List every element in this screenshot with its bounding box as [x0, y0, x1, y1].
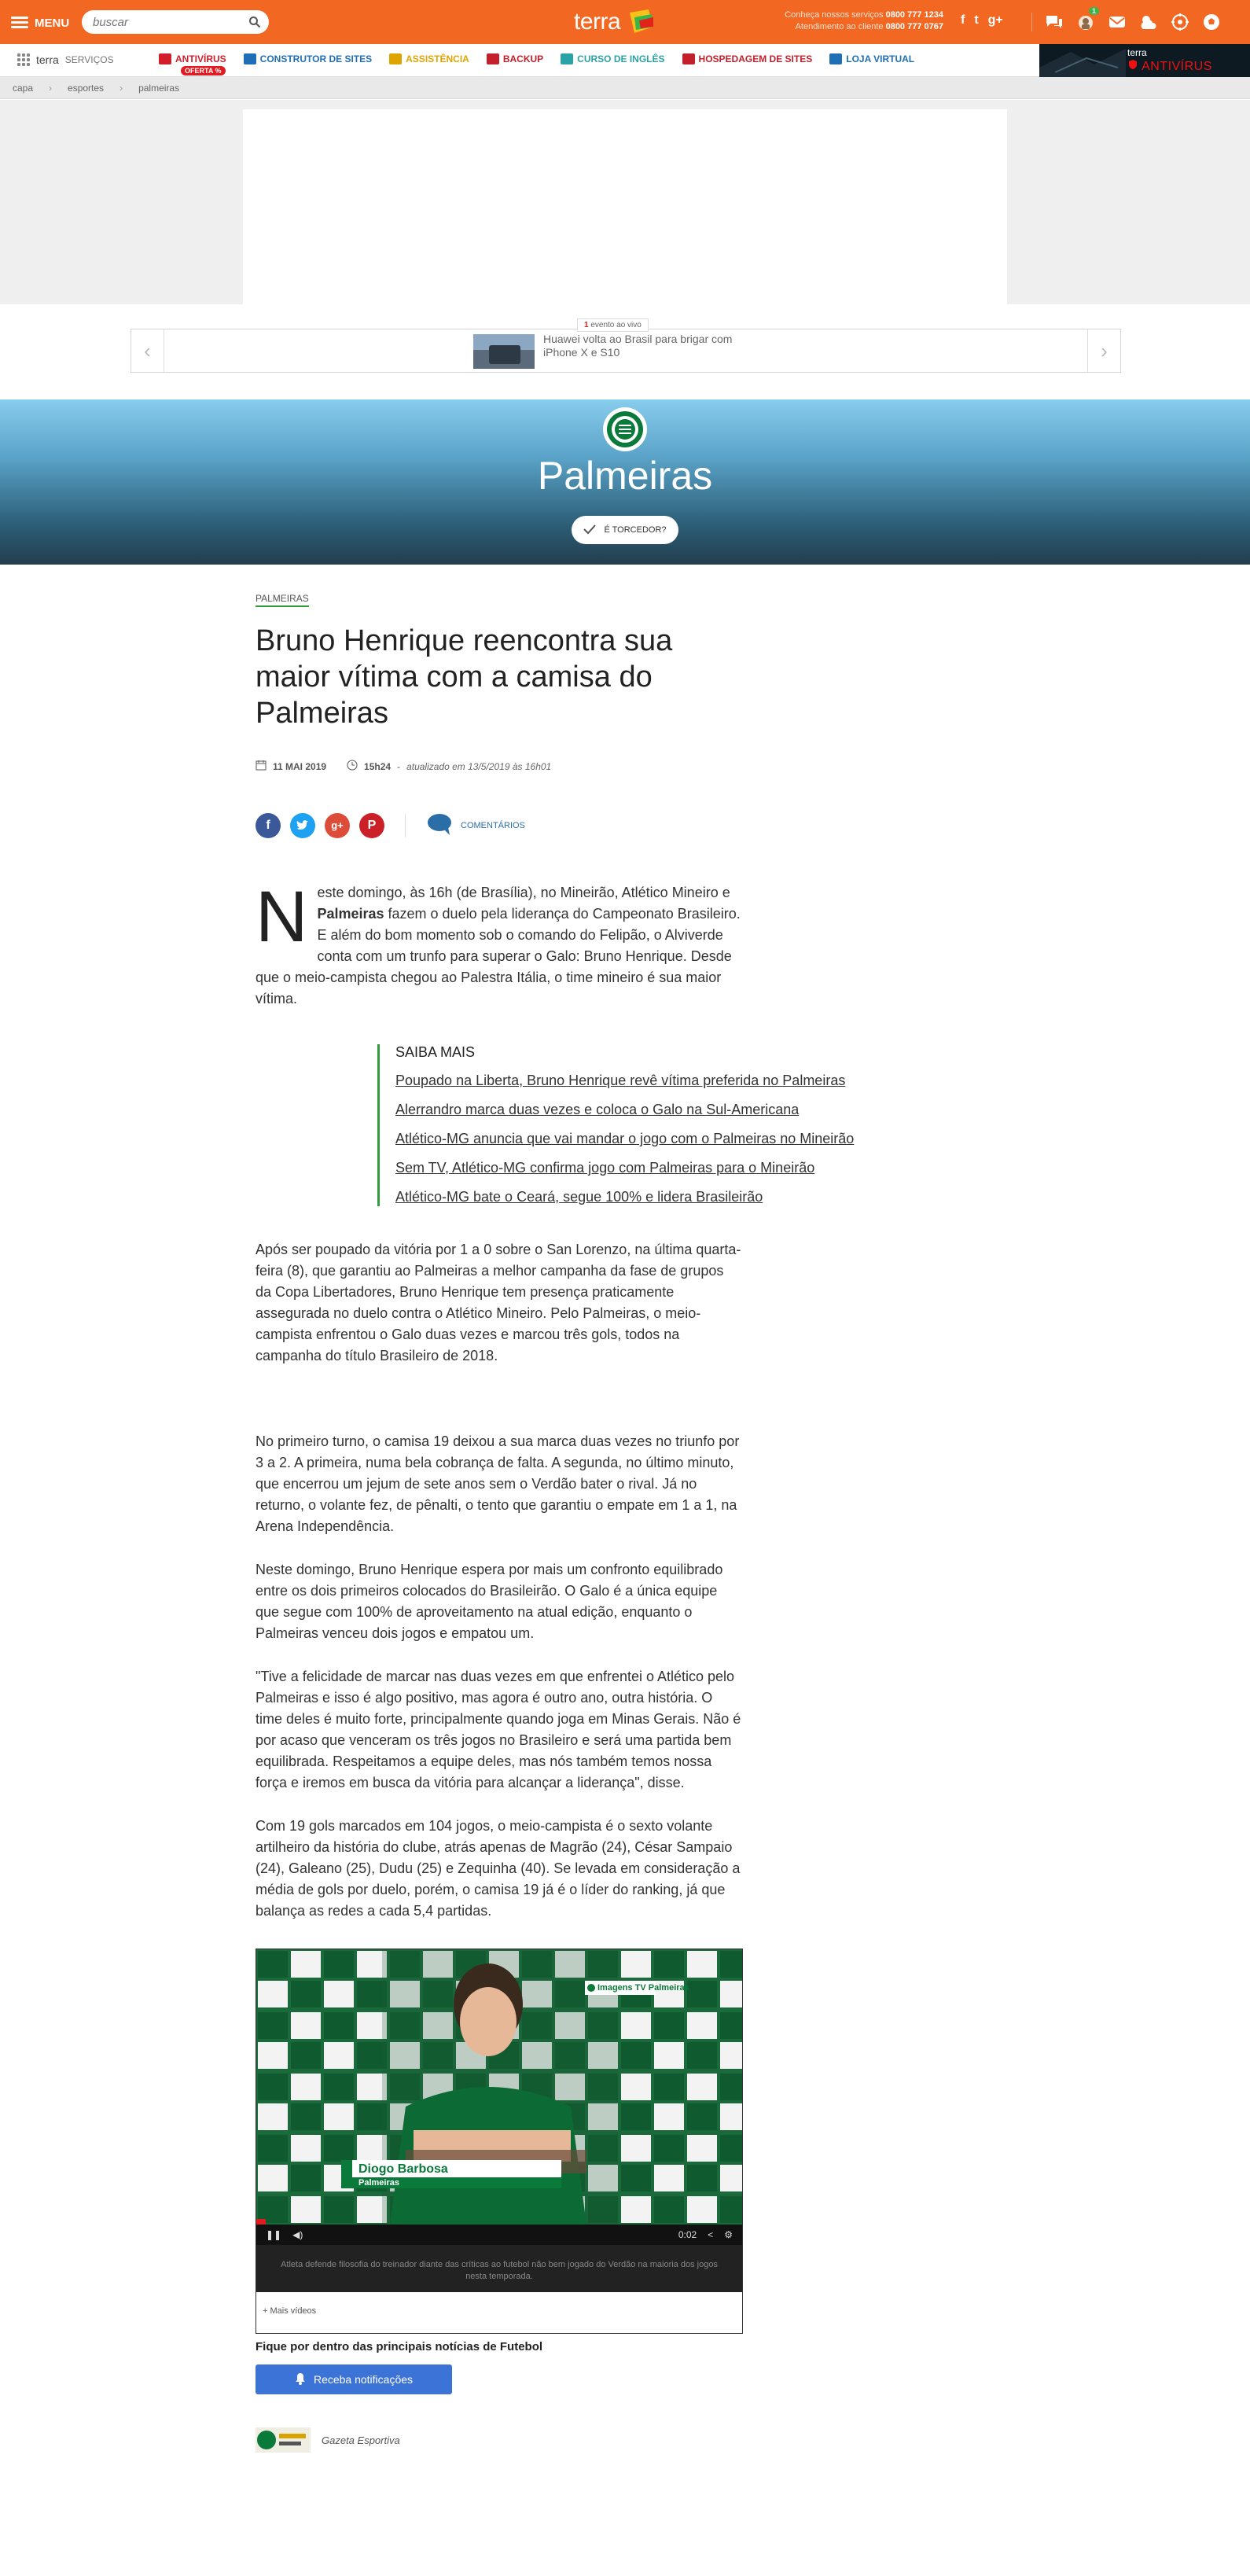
top-bar — [0, 0, 1250, 44]
mail-icon[interactable] — [1105, 10, 1129, 34]
service-icon — [389, 53, 402, 64]
live-events-badge[interactable] — [577, 318, 649, 332]
chevron-right-icon: › — [1101, 338, 1108, 362]
services-brand: terra — [36, 53, 59, 66]
more-videos-link[interactable]: + Mais vídeos — [256, 2292, 742, 2333]
service-label: ASSISTÊNCIA — [406, 53, 469, 64]
chat-icon[interactable] — [1042, 10, 1066, 34]
menu-button[interactable] — [11, 13, 69, 33]
volume-icon[interactable]: ◀︎) — [292, 2229, 303, 2240]
service-item[interactable] — [487, 53, 543, 64]
services-subtitle: SERVIÇOS — [64, 54, 114, 65]
social-links — [961, 13, 1003, 28]
terra-logo[interactable] — [574, 5, 656, 39]
settings-icon[interactable]: ⚙ — [724, 2229, 733, 2240]
carousel-headline[interactable]: Huawei volta ao Brasil para brigar com iPhone X e S10 — [543, 333, 733, 359]
live-label: evento ao vivo — [590, 321, 642, 329]
service-icon — [561, 53, 573, 64]
notify-title: Fique por dentro das principais notícias de Futebol — [256, 2340, 543, 2353]
drop-cap: N — [256, 877, 308, 957]
comments-label: COMENTÁRIOS — [461, 820, 525, 830]
contact-number-2[interactable]: 0800 777 0767 — [885, 22, 943, 31]
saiba-mais-title: SAIBA MAIS — [395, 1044, 476, 1060]
logo-text: terra — [574, 9, 621, 35]
lower-third-name: Diogo Barbosa — [358, 2162, 448, 2176]
chevron-left-icon: ‹ — [144, 338, 151, 362]
bell-icon — [295, 2372, 306, 2387]
lower-third-team: Palmeiras — [358, 2178, 399, 2188]
video-player — [256, 1949, 743, 2334]
services-title[interactable] — [17, 53, 114, 66]
contact-label-1: Conheça nossos serviços — [785, 10, 884, 20]
weather-icon[interactable] — [1137, 10, 1160, 34]
share-facebook-icon[interactable]: f — [256, 813, 281, 838]
news-carousel — [131, 321, 1121, 373]
article-kicker[interactable]: PALMEIRAS — [256, 593, 309, 607]
google-plus-icon[interactable]: g+ — [987, 13, 1003, 27]
team-hero — [0, 399, 1250, 565]
notification-count: 1 — [1089, 7, 1099, 15]
twitter-icon[interactable]: t — [974, 13, 979, 27]
calendar-icon — [256, 760, 267, 773]
share-bar — [256, 812, 743, 838]
service-icon — [244, 53, 256, 64]
share-divider — [405, 814, 406, 837]
article-paragraph: Com 19 gols marcados em 104 jogos, o meio-campista é o sexto volante artilheiro da história do clube, atrás apenas de Magrão (24), César Sampaio (24), Galeano (25), Dudu (25) e Zequinha (40). Se levada em consideração a média de gols por duelo, porém, o camisa 19 já é o líder do ranking, já que balança as redes a cada 5,4 partidas. — [256, 1818, 741, 1919]
service-icon — [829, 53, 842, 64]
saiba-mais-box — [377, 1044, 865, 1206]
article-paragraph: Após ser poupado da vitória por 1 a 0 sobre o San Lorenzo, na última quarta-feira (8), que garantiu ao Palmeiras a melhor campanha da fase de grupos da Copa Libertadores, Bruno Henrique tem presença praticamente assegurada no duelo contra o Atlético Mineiro. Pelo Palmeiras, o meio-campista enfrentou o Galo duas vezes e marcou três gols, todos na campanha do título Brasileiro de 2018. — [256, 1242, 741, 1363]
service-item[interactable] — [829, 53, 914, 64]
contact-number-1[interactable]: 0800 777 1234 — [885, 10, 943, 20]
share-google-plus-icon[interactable]: g+ — [325, 813, 350, 838]
article-time: 15h24 — [364, 760, 392, 772]
offer-badge: OFERTA % — [181, 66, 226, 75]
related-link[interactable]: Atlético-MG bate o Ceará, segue 100% e lidera Brasileirão — [395, 1189, 763, 1205]
article-paragraph: "Tive a felicidade de marcar nas duas vezes em que enfrentei o Atlético pelo Palmeiras e isso é algo positivo, mas agora é outro ano, outra história. O time deles é muito forte, principalmente quando joga em Minas Gerais. Não é por acaso que venceram os três jogos no Brasileiro e será uma partida bem equilibrada. Respeitamos a equipe deles, mas nós também temos nossa força e iremos em busca da vitória para alcançar a liderança", disse. — [256, 1669, 741, 1790]
lead-text-1: este domingo, às 16h (de Brasília), no Mineirão, Atlético Mineiro e — [317, 885, 730, 900]
ad-area — [0, 100, 1250, 304]
article-paragraph: No primeiro turno, o camisa 19 deixou a sua marca duas vezes no triunfo por 3 a 2. A primeira, numa bela cobrança de falta. A segunda, no último minuto, que encerrou um jejum de sete anos sem o Verdão bater o rival. Já no returno, o volante fez, de pênalti, o tento que garantiu o empate em 1 a 1, na Arena Independência. — [256, 1433, 740, 1534]
service-label: BACKUP — [502, 53, 544, 64]
breadcrumb-palmeiras[interactable]: palmeiras — [138, 82, 180, 94]
chevron-right-icon: › — [119, 82, 123, 94]
service-label: ANTIVÍRUS — [175, 53, 226, 64]
service-label: CURSO DE INGLÊS — [577, 53, 665, 64]
soccer-ball-icon[interactable] — [1200, 10, 1223, 34]
comments-link[interactable] — [426, 812, 525, 838]
article-date: 11 MAI 2019 — [273, 760, 327, 772]
service-icon — [487, 53, 499, 64]
search-input[interactable] — [93, 14, 242, 30]
service-item[interactable] — [389, 53, 469, 64]
lead-text-2: fazem o duelo pela liderança do Campeonato Brasileiro. E além do bom momento sob o comando do Felipão, o Alviverde conta com um trunfo para superar o Galo: Bruno Henrique. Desde que o meio-campista chegou ao Palestra Itália, o time mineiro é sua maior vítima. — [256, 906, 741, 1006]
carousel-prev-button[interactable] — [131, 329, 164, 372]
breadcrumb-capa[interactable]: capa — [13, 82, 34, 94]
video-caption: Atleta defende filosofia do treinador diante das críticas ao futebol não bem jogado do Verdão na maioria dos jogos nesta temporada. — [256, 2245, 742, 2292]
share-pinterest-icon[interactable]: P — [359, 813, 384, 838]
live-count: 1 — [584, 321, 589, 329]
video-time: 0:02 — [678, 2229, 697, 2240]
service-icon — [682, 53, 695, 64]
top-icons — [1042, 7, 1223, 34]
search-icon[interactable] — [248, 16, 261, 28]
shield-icon — [1127, 59, 1138, 70]
related-link[interactable]: Sem TV, Atlético-MG confirma jogo com Palmeiras para o Mineirão — [395, 1160, 815, 1176]
torcedor-label: É TORCEDOR? — [604, 525, 667, 535]
carousel-next-button[interactable] — [1087, 329, 1120, 372]
ad-product — [1127, 59, 1212, 74]
pause-icon[interactable]: ❚❚ — [266, 2229, 282, 2240]
service-item[interactable] — [159, 53, 226, 75]
clock-icon — [347, 760, 358, 773]
video-watermark: Imagens TV Palmeiras — [597, 1983, 689, 1993]
video-screen[interactable] — [256, 1949, 742, 2225]
carousel-thumbnail[interactable] — [473, 334, 535, 369]
breadcrumb-esportes[interactable]: esportes — [68, 82, 105, 94]
article-lead — [256, 877, 743, 1010]
menu-label: MENU — [35, 16, 70, 30]
video-controls — [256, 2225, 742, 2245]
contact-label-2: Atendimento ao cliente — [795, 22, 884, 31]
service-label: CONSTRUTOR DE SITES — [259, 53, 373, 64]
related-link[interactable]: Atlético-MG anuncia que vai mandar o jogo com o Palmeiras no Mineirão — [395, 1131, 855, 1146]
service-label: LOJA VIRTUAL — [846, 53, 915, 64]
service-item[interactable] — [561, 53, 664, 64]
article-paragraph: Neste domingo, Bruno Henrique espera por mais um confronto equilibrado entre os dois primeiros colocados do Brasileirão. O Galo é a única equipe que segue com 100% de aproveitamento na atual edição, enquanto o Palmeiras venceu dois jogos e empatou um. — [256, 1562, 723, 1641]
hamburger-icon — [11, 17, 28, 29]
notify-button-label: Receba notificações — [313, 2373, 414, 2386]
chevron-right-icon: › — [49, 82, 53, 94]
related-link[interactable]: Poupado na Liberta, Bruno Henrique revê vítima preferida no Palmeiras — [395, 1073, 846, 1088]
ad-slot — [243, 109, 1007, 304]
share-twitter-icon[interactable] — [290, 813, 315, 838]
horoscope-icon[interactable] — [1168, 10, 1192, 34]
article-meta: 11 MAI 2019 15h24 - atualizado em 13/5/2019 às 16h01 — [256, 760, 743, 773]
torcedor-button[interactable] — [572, 516, 678, 544]
share-icon[interactable]: < — [708, 2229, 714, 2240]
article-source — [256, 2427, 743, 2453]
service-label: HOSPEDAGEM DE SITES — [698, 53, 813, 64]
palmeiras-crest-icon — [603, 407, 647, 451]
notify-button[interactable] — [256, 2364, 452, 2394]
related-link[interactable]: Alerrandro marca duas vezes e coloca o Galo na Sul-Americana — [395, 1102, 800, 1117]
service-icon — [159, 53, 171, 64]
facebook-icon[interactable]: f — [961, 13, 965, 27]
divider — [1031, 13, 1032, 31]
breadcrumb — [0, 77, 1250, 99]
article-updated: atualizado em 13/5/2019 às 16h01 — [406, 760, 552, 772]
service-item[interactable] — [244, 53, 372, 64]
lead-bold-link[interactable]: Palmeiras — [317, 906, 384, 922]
search-box — [82, 10, 269, 34]
article-title: Bruno Henrique reencontra sua maior vítima com a camisa do Palmeiras — [256, 624, 673, 730]
antivirus-ad[interactable] — [1039, 44, 1250, 77]
service-item[interactable] — [682, 53, 813, 64]
source-name: Gazeta Esportiva — [322, 2434, 400, 2446]
services-list — [159, 53, 915, 75]
terra-cube-icon — [625, 6, 656, 38]
ad-brand: terra — [1127, 47, 1147, 58]
apps-grid-icon — [17, 53, 30, 66]
contact-info — [708, 9, 943, 33]
check-icon — [583, 524, 596, 537]
comment-bubble-icon — [426, 812, 453, 838]
article — [256, 591, 855, 2453]
notifications-icon[interactable] — [1074, 7, 1097, 34]
ad-graphic — [1039, 44, 1126, 77]
gazeta-logo[interactable] — [256, 2427, 311, 2453]
ad-product-label: ANTIVÍRUS — [1142, 60, 1212, 73]
team-title: Palmeiras — [537, 454, 713, 498]
